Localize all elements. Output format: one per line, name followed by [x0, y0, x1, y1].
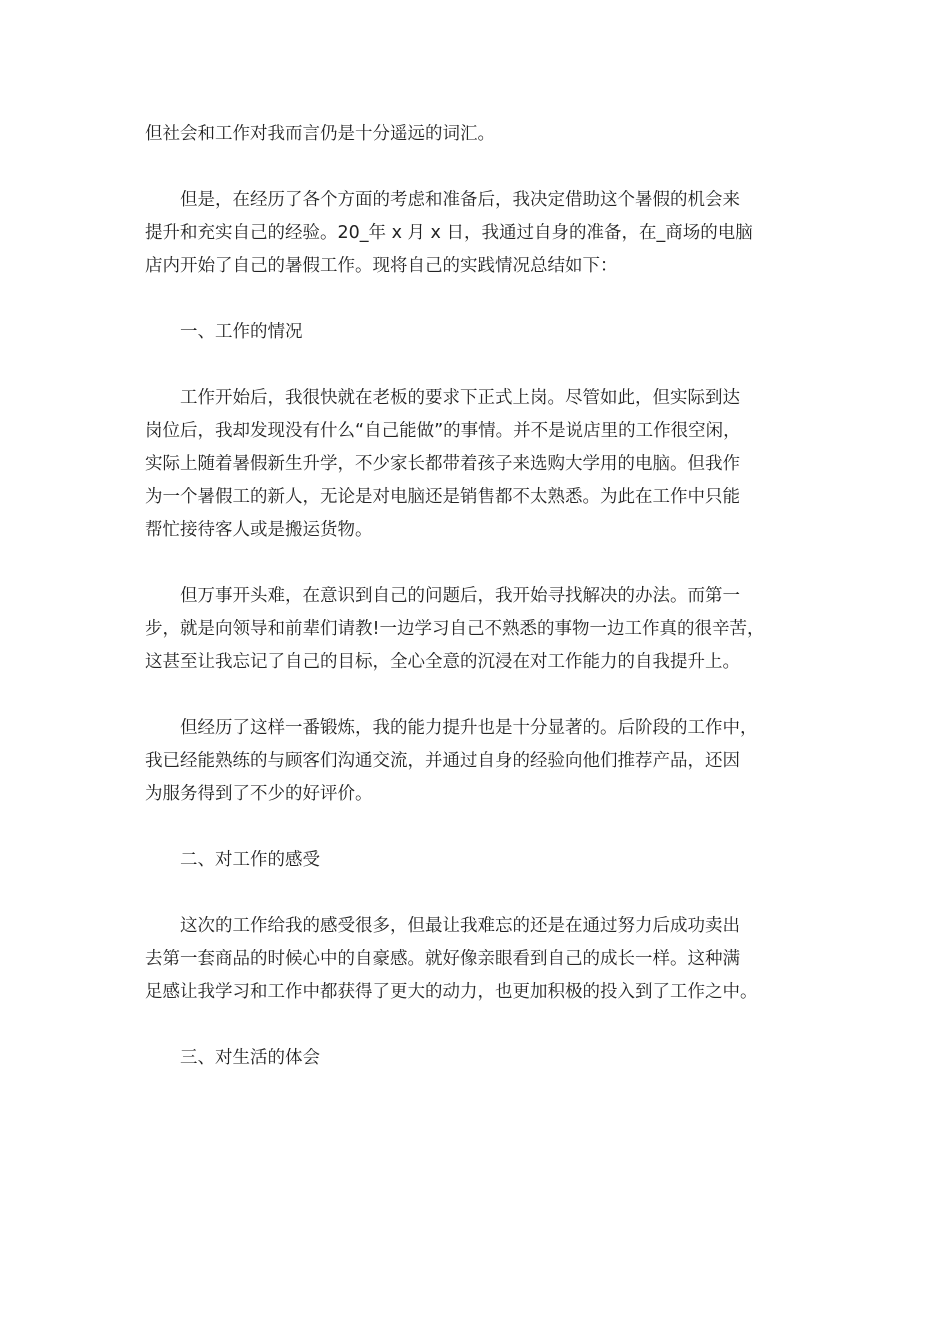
section-heading	[145, 316, 810, 349]
paragraph	[145, 382, 810, 547]
text-line: 岗位后，我却发现没有什么“自己能做”的事情。并不是说店里的工作很空闲，	[145, 421, 741, 441]
paragraph	[145, 118, 810, 151]
text-line: 二、对工作的感受	[180, 850, 320, 870]
text-line: 三、对生活的体会	[180, 1048, 320, 1068]
text-line: 店内开始了自己的暑假工作。现将自己的实践情况总结如下：	[145, 256, 618, 276]
text-line: 我已经能熟练的与顾客们沟通交流，并通过自身的经验向他们推荐产品，还因	[145, 751, 740, 771]
text-line: 这次的工作给我的感受很多，但最让我难忘的还是在通过努力后成功卖出	[180, 916, 740, 936]
paragraph	[145, 712, 810, 811]
text-line: 帮忙接待客人或是搬运货物。	[145, 520, 373, 540]
text-line: 工作开始后，我很快就在老板的要求下正式上岗。尽管如此，但实际到达	[180, 388, 740, 408]
text-line: 但社会和工作对我而言仍是十分遥远的词汇。	[145, 124, 495, 144]
text-line: 步，就是向领导和前辈们请教!一边学习自己不熟悉的事物一边工作真的很辛苦，	[145, 619, 765, 639]
text-line: 但经历了这样一番锻炼，我的能力提升也是十分显著的。后阶段的工作中，	[180, 718, 758, 738]
text-line: 足感让我学习和工作中都获得了更大的动力，也更加积极的投入到了工作之中。	[145, 982, 758, 1002]
text-line: 但万事开头难，在意识到自己的问题后，我开始寻找解决的办法。而第一	[180, 586, 740, 606]
document-body	[145, 118, 810, 1108]
text-line: 去第一套商品的时候心中的自豪感。就好像亲眼看到自己的成长一样。这种满	[145, 949, 740, 969]
section-heading	[145, 844, 810, 877]
text-line: 实际上随着暑假新生升学，不少家长都带着孩子来选购大学用的电脑。但我作	[145, 454, 740, 474]
paragraph	[145, 580, 810, 679]
text-line: 提升和充实自己的经验。20_年 x 月 x 日，我通过自身的准备，在_商场的电脑	[145, 223, 753, 243]
text-line: 这甚至让我忘记了自己的目标，全心全意的沉浸在对工作能力的自我提升上。	[145, 652, 740, 672]
paragraph	[145, 184, 810, 283]
text-line: 为服务得到了不少的好评价。	[145, 784, 373, 804]
section-heading	[145, 1042, 810, 1075]
paragraph	[145, 910, 810, 1009]
text-line: 但是，在经历了各个方面的考虑和准备后，我决定借助这个暑假的机会来	[180, 190, 740, 210]
text-line: 为一个暑假工的新人，无论是对电脑还是销售都不太熟悉。为此在工作中只能	[145, 487, 740, 507]
text-line: 一、工作的情况	[180, 322, 303, 342]
